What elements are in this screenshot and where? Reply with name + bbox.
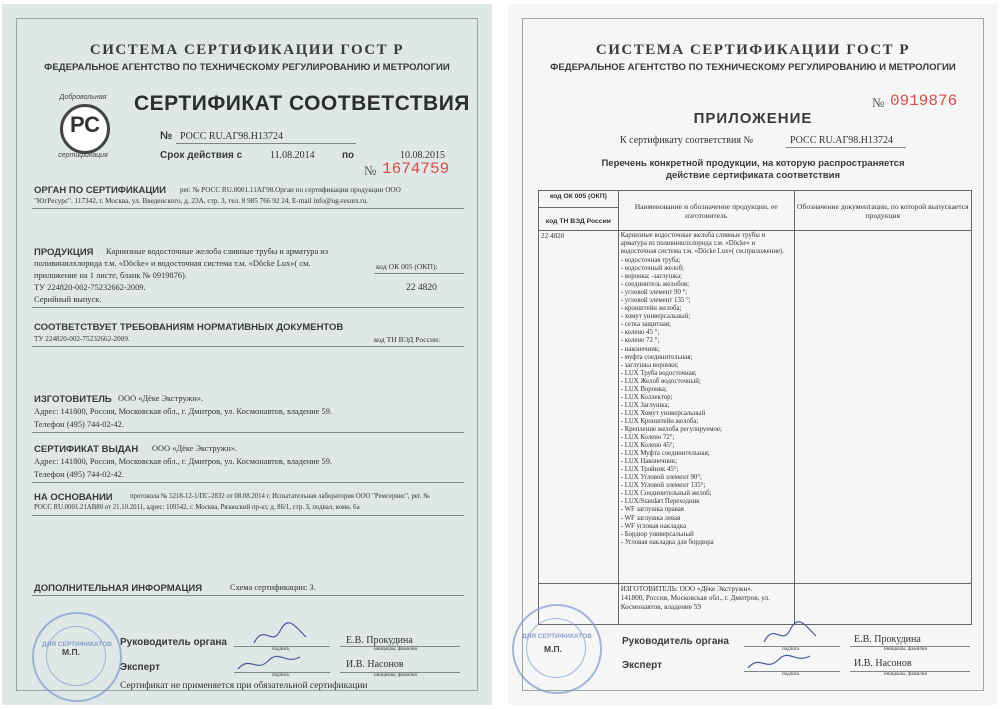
expert-name-caption: инициалы, фамилия (884, 672, 927, 677)
maker-name: ООО «Дёке Экстружн». (118, 394, 204, 403)
product-item: - Угловая накладка для бордюра (620, 538, 714, 546)
head-signature (250, 619, 310, 649)
head-label: Руководитель органа (120, 637, 227, 648)
product-item: - колено 72 °; (620, 337, 660, 345)
row-intro: Карнизные водосточные желоба сливные трубы и арматура из поливинилхлорида т.м. «Döcke» и водосточная система т.м. «Döcke Lux»( см.приложение). (620, 232, 784, 255)
table-row (539, 231, 972, 584)
maker-address: Адрес: 141800, Россия, Московская обл., г. Дмитров, ул. Космонавтов, владение 59. (34, 407, 332, 416)
extra-info-value: Схема сертификации: 3. (230, 583, 316, 592)
product-item: - муфта соединительная; (620, 353, 693, 361)
product-item: - LUX Желоб водосточный; (620, 377, 701, 385)
product-label: ПРОДУКЦИЯ (34, 247, 94, 258)
product-item: - кронштейн желоба; (620, 305, 682, 313)
col-doc-header: Обозначение документации, по которой выпускается продукция (794, 191, 971, 231)
product-item: - Крепление желоба регулируемое; (620, 425, 722, 433)
logo-top-text: Добровольная (59, 94, 107, 101)
product-item: - WF заглушка левая (620, 514, 681, 522)
agency-name: ФЕДЕРАЛЬНОЕ АГЕНТСТВО ПО ТЕХНИЧЕСКОМУ РЕГУЛИРОВАНИЮ И МЕТРОЛОГИИ (550, 62, 956, 73)
product-item: - LUX Воронка; (620, 385, 667, 393)
row-doc-cell (794, 231, 971, 584)
product-item: - LUX Хомут универсальный (620, 409, 706, 417)
maker-phone: Телефон (495) 744-02-42. (34, 420, 124, 429)
product-item: - хомут универсальный; (620, 313, 691, 321)
footer-note: Сертификат не применяется при обязательной сертификации (120, 681, 368, 691)
blank-number-sign: № (872, 95, 885, 110)
list-title-2: действие сертификата соответствия (665, 170, 841, 181)
product-item-list (621, 257, 792, 547)
blank-number: 1674759 (382, 160, 450, 178)
validity-label: Срок действия с (160, 150, 243, 161)
product-item: - сетка защитная; (620, 321, 671, 329)
maker-line-1: ИЗГОТОВИТЕЛЬ: ООО «Дёке Экстружн». (620, 585, 753, 593)
conformity-value: ТУ 224820-002-75232662-2009. (34, 335, 130, 343)
logo-bottom-text: сертификация (58, 152, 108, 159)
col-code-header-okp: код ОК 005 (ОКП) (539, 191, 618, 208)
product-item: - LUX Коллектор; (620, 393, 673, 401)
issued-phone: Телефон (495) 744-02-42. (34, 470, 124, 479)
product-item: - угловой элемент 135 °; (620, 297, 691, 305)
head-name: Е.В. Прокудина (346, 635, 413, 646)
col-code-header-tnved: код ТН ВЭД России (545, 218, 611, 225)
product-item: - воронка; -заглушка; (620, 273, 683, 281)
organ-stamp (32, 612, 122, 702)
product-item: - LUX Колено 45°; (620, 442, 675, 450)
col-code-header (539, 191, 619, 231)
head-name: Е.В. Прокудина (854, 634, 921, 645)
product-item: - наконечник; (620, 345, 661, 353)
organ-label: ОРГАН ПО СЕРТИФИКАЦИИ (34, 185, 166, 196)
product-item: - водосточный желоб; (620, 265, 684, 273)
head-label: Руководитель органа (622, 636, 729, 647)
ref-number: РОСС RU.АГ98.Н13724 (790, 135, 893, 146)
logo-letters: РС (69, 112, 100, 137)
expert-label: Эксперт (622, 660, 663, 671)
product-item: - LUX Угловой элемент 90°; (620, 474, 702, 482)
maker-doc-cell (794, 584, 971, 625)
product-line-2: поливинилхлорида т.м. «Döcke» и водосточная система т.м. «Döcke Lux»( см. (34, 259, 311, 268)
product-item: - соединитель желобов; (620, 281, 690, 289)
product-item: - LUX Муфта соединительная; (620, 450, 710, 458)
maker-label: ИЗГОТОВИТЕЛЬ (34, 394, 112, 405)
product-item: - угловой элемент 90 °; (620, 289, 688, 297)
product-item: - WF заглушка правая (620, 506, 684, 514)
product-item: - водосточная труба; (620, 257, 681, 264)
product-item: - LUX Труба водосточная; (620, 369, 697, 377)
extra-info-label: ДОПОЛНИТЕЛЬНАЯ ИНФОРМАЦИЯ (34, 583, 203, 594)
agency-name: ФЕДЕРАЛЬНОЕ АГЕНТСТВО ПО ТЕХНИЧЕСКОМУ РЕГУЛИРОВАНИЮ И МЕТРОЛОГИИ (44, 62, 450, 73)
head-sign-caption: подпись (782, 647, 800, 652)
tnved-label: код ТН ВЭД России: (374, 335, 441, 344)
list-title-1: Перечень конкретной продукции, на которую распространяется (601, 158, 905, 169)
mp-mark: М.П. (62, 647, 80, 657)
stamp-text: ДЛЯ СЕРТИФИКАТОВ (522, 633, 592, 640)
organ-line-1: рег. № РОСС RU.0001.11АГ98.Орган по сертификации продукции ООО (180, 186, 401, 194)
expert-sign-caption: подпись (272, 673, 290, 678)
basis-label: НА ОСНОВАНИИ (34, 492, 113, 503)
expert-name-caption: инициалы, фамилия (374, 673, 417, 678)
issued-name: ООО «Дёке Экстружн». (152, 444, 238, 453)
product-line-5: Серийный выпуск. (34, 295, 102, 304)
valid-to-label: по (342, 150, 355, 161)
mp-mark: М.П. (544, 644, 562, 654)
conformity-label: СООТВЕТСТВУЕТ ТРЕБОВАНИЯМ НОРМАТИВНЫХ ДОКУМЕНТОВ (34, 322, 344, 333)
stamp-text: ДЛЯ СЕРТИФИКАТОВ (42, 641, 112, 648)
product-item: - LUX Тройник 45°; (620, 466, 679, 474)
product-item: - LUX Кронштейн желоба; (620, 417, 699, 425)
maker-line-2: 141800, Россия, Московская обл., г. Дмитров, ул. (620, 594, 770, 602)
system-title: СИСТЕМА СЕРТИФИКАЦИИ ГОСТ Р (89, 42, 405, 58)
product-item: - заглушка воронки; (620, 361, 679, 369)
rs-logo (46, 94, 120, 164)
certificate-sheet (2, 4, 492, 705)
row-code: 22 4820 (539, 231, 619, 584)
product-line-1: Карнизные водосточные желоба сливные трубы и арматура из (106, 247, 329, 256)
product-line-3: приложение на 1 листе, бланк № 0919876). (34, 271, 187, 280)
product-item: - колено 45 °; (620, 329, 660, 337)
product-item: - WF угловая накладка (620, 522, 687, 530)
issued-label: СЕРТИФИКАТ ВЫДАН (34, 444, 139, 455)
maker-line-3: Космонавтов, владение 59 (620, 603, 701, 611)
okp-label: код ОК 005 (ОКП): (376, 262, 438, 271)
appendix-title: ПРИЛОЖЕНИЕ (693, 110, 813, 127)
ref-label: К сертификату соответствия № (620, 135, 754, 146)
organ-line-2: "ЮгРесурс". 117342, г. Москва, ул. Введенского, д. 23А, стр. 3, тел. 8 985 766 92 24, E-mail info@ug-resurs.ru. (34, 197, 368, 205)
product-item: - LUX/Standart Переходник (620, 498, 700, 506)
number-sign: № (160, 130, 173, 142)
head-signature (760, 618, 820, 648)
product-line-4: ТУ 224820-002-75232662-2009. (34, 283, 146, 292)
product-table (538, 190, 972, 625)
product-item: - LUX Угловой элемент 135°; (620, 482, 706, 490)
product-item: - Бордюр универсальный (620, 530, 694, 538)
appendix-sheet (508, 4, 998, 705)
okp-value: 22 4820 (406, 283, 437, 293)
issued-address: Адрес: 141800, Россия, Московская обл., г. Дмитров, ул. Космонавтов, владение 59. (34, 457, 332, 466)
basis-line-1: протокола № 5218-12-1/ПС-2832 от 08.08.2014 г. Испытательная лаборатория ООО "Ремсервис", рег. № (130, 493, 430, 500)
table-row (539, 584, 972, 625)
expert-name: И.В. Насонов (346, 659, 404, 670)
head-sign-caption: подпись (272, 647, 290, 652)
head-name-caption: инициалы, фамилия (374, 647, 417, 652)
system-title: СИСТЕМА СЕРТИФИКАЦИИ ГОСТ Р (595, 42, 911, 58)
blank-number: 0919876 (890, 92, 958, 110)
product-item: - LUX Наконечник; (620, 458, 678, 466)
product-item: - LUX Соединительный желоб; (620, 490, 712, 498)
table-header-row (539, 191, 972, 231)
valid-from: 11.08.2014 (270, 150, 315, 161)
product-item: - LUX Заглушка; (620, 401, 670, 409)
product-item: - LUX Колено 72°; (620, 434, 675, 442)
certificate-title: СЕРТИФИКАТ СООТВЕТСТВИЯ (134, 92, 470, 115)
row-product-cell (618, 231, 794, 584)
blank-number-sign: № (364, 163, 377, 178)
col-name-header: Наименование и обозначение продукции, ее изготовитель (618, 191, 794, 231)
certificate-number: РОСС RU.АГ98.Н13724 (180, 131, 283, 142)
expert-sign-caption: подпись (782, 672, 800, 677)
expert-name: И.В. Насонов (854, 658, 912, 669)
basis-line-2: РОСС RU.0001.21АВ80 от 21.10.2011, адрес: 109542, г. Москва, Рязанский пр-кт, д. 86/1, стр. 3, подвал, комн. 6а (34, 504, 360, 511)
head-name-caption: инициалы, фамилия (884, 647, 927, 652)
expert-label: Эксперт (120, 662, 161, 673)
valid-to: 10.08.2015 (400, 150, 445, 161)
